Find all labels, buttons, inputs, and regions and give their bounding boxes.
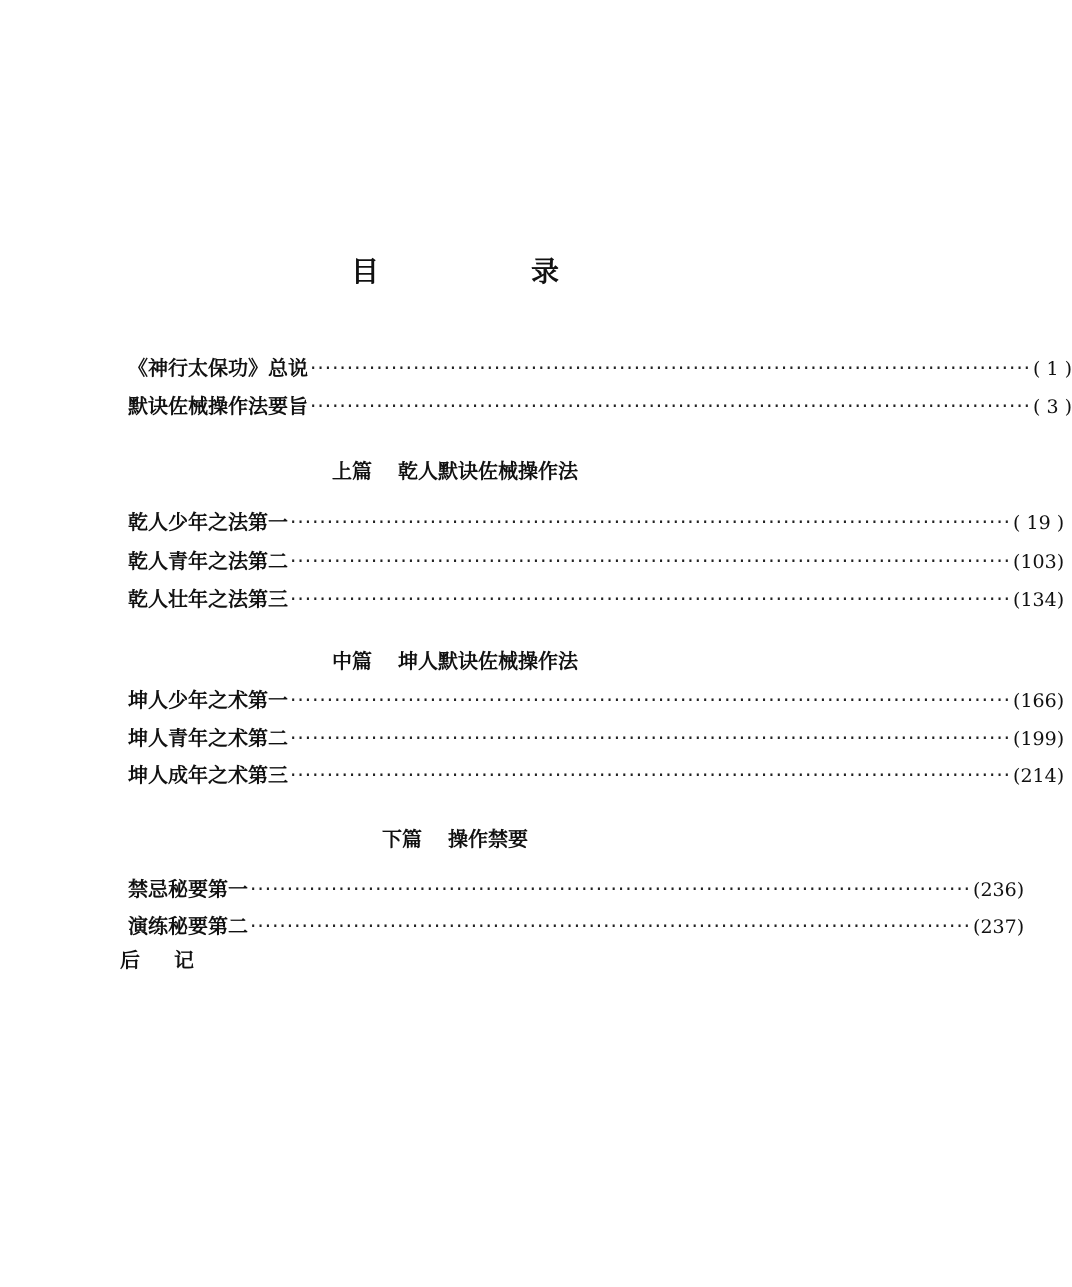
toc-entry (128, 684, 1065, 714)
section-title: 操作禁要 (448, 827, 528, 851)
section-heading (0, 645, 910, 674)
toc-page-number: (199) (1013, 728, 1065, 750)
section-part-label: 上篇 (332, 459, 372, 483)
toc-entry (128, 506, 1065, 536)
toc-entry-label: 坤人青年之术第二 (128, 726, 288, 750)
section-title: 坤人默诀佐械操作法 (398, 649, 578, 673)
toc-entry (128, 390, 1072, 420)
dot-leader: ·································································································· (310, 356, 1032, 380)
section-part-label: 中篇 (332, 649, 372, 673)
section-title: 乾人默诀佐械操作法 (398, 459, 578, 483)
toc-entry-label: 默诀佐械操作法要旨 (128, 394, 308, 418)
toc-entry (128, 910, 1025, 940)
toc-entry-label: 乾人青年之法第二 (128, 549, 288, 573)
toc-entry-label: 乾人壮年之法第三 (128, 587, 288, 611)
toc-entry (128, 722, 1065, 752)
toc-entry-label: 《神行太保功》总说 (128, 356, 308, 380)
toc-page-number: ( 1 ) (1033, 358, 1072, 380)
toc-page-number: (237) (973, 916, 1025, 938)
toc-page-number: (103) (1013, 551, 1065, 573)
section-heading (0, 455, 910, 484)
toc-entry (128, 545, 1065, 575)
toc-entry (128, 873, 1025, 903)
page-title: 目 录 (350, 255, 621, 288)
toc-entry (128, 759, 1065, 789)
dot-leader: ·································································································· (290, 510, 1012, 534)
dot-leader: ·································································································· (290, 549, 1012, 573)
toc-entry-label: 乾人少年之法第一 (128, 510, 288, 534)
toc-entry-label: 坤人少年之术第一 (128, 688, 288, 712)
section-part-label: 下篇 (382, 827, 422, 851)
dot-leader: ·································································································· (290, 763, 1012, 787)
toc-entry (128, 352, 1072, 382)
toc-page-number: (236) (973, 879, 1025, 901)
section-heading (0, 823, 910, 852)
toc-page-number: ( 3 ) (1033, 396, 1072, 418)
toc-entry (128, 583, 1065, 613)
dot-leader: ·································································································· (310, 394, 1032, 418)
toc-page-number: ( 19 ) (1013, 512, 1065, 534)
dot-leader: ·································································································· (290, 726, 1012, 750)
toc-page-number: (166) (1013, 690, 1065, 712)
dot-leader: ·································································································· (250, 914, 972, 938)
dot-leader: ·································································································· (250, 877, 972, 901)
dot-leader: ·································································································· (290, 587, 1012, 611)
toc-page-number: (134) (1013, 589, 1065, 611)
toc-page-number: (214) (1013, 765, 1065, 787)
afterword-entry: 后记 (120, 948, 228, 972)
dot-leader: ·································································································· (290, 688, 1012, 712)
toc-entry-label: 禁忌秘要第一 (128, 877, 248, 901)
toc-entry-label: 坤人成年之术第三 (128, 763, 288, 787)
toc-entry-label: 演练秘要第二 (128, 914, 248, 938)
